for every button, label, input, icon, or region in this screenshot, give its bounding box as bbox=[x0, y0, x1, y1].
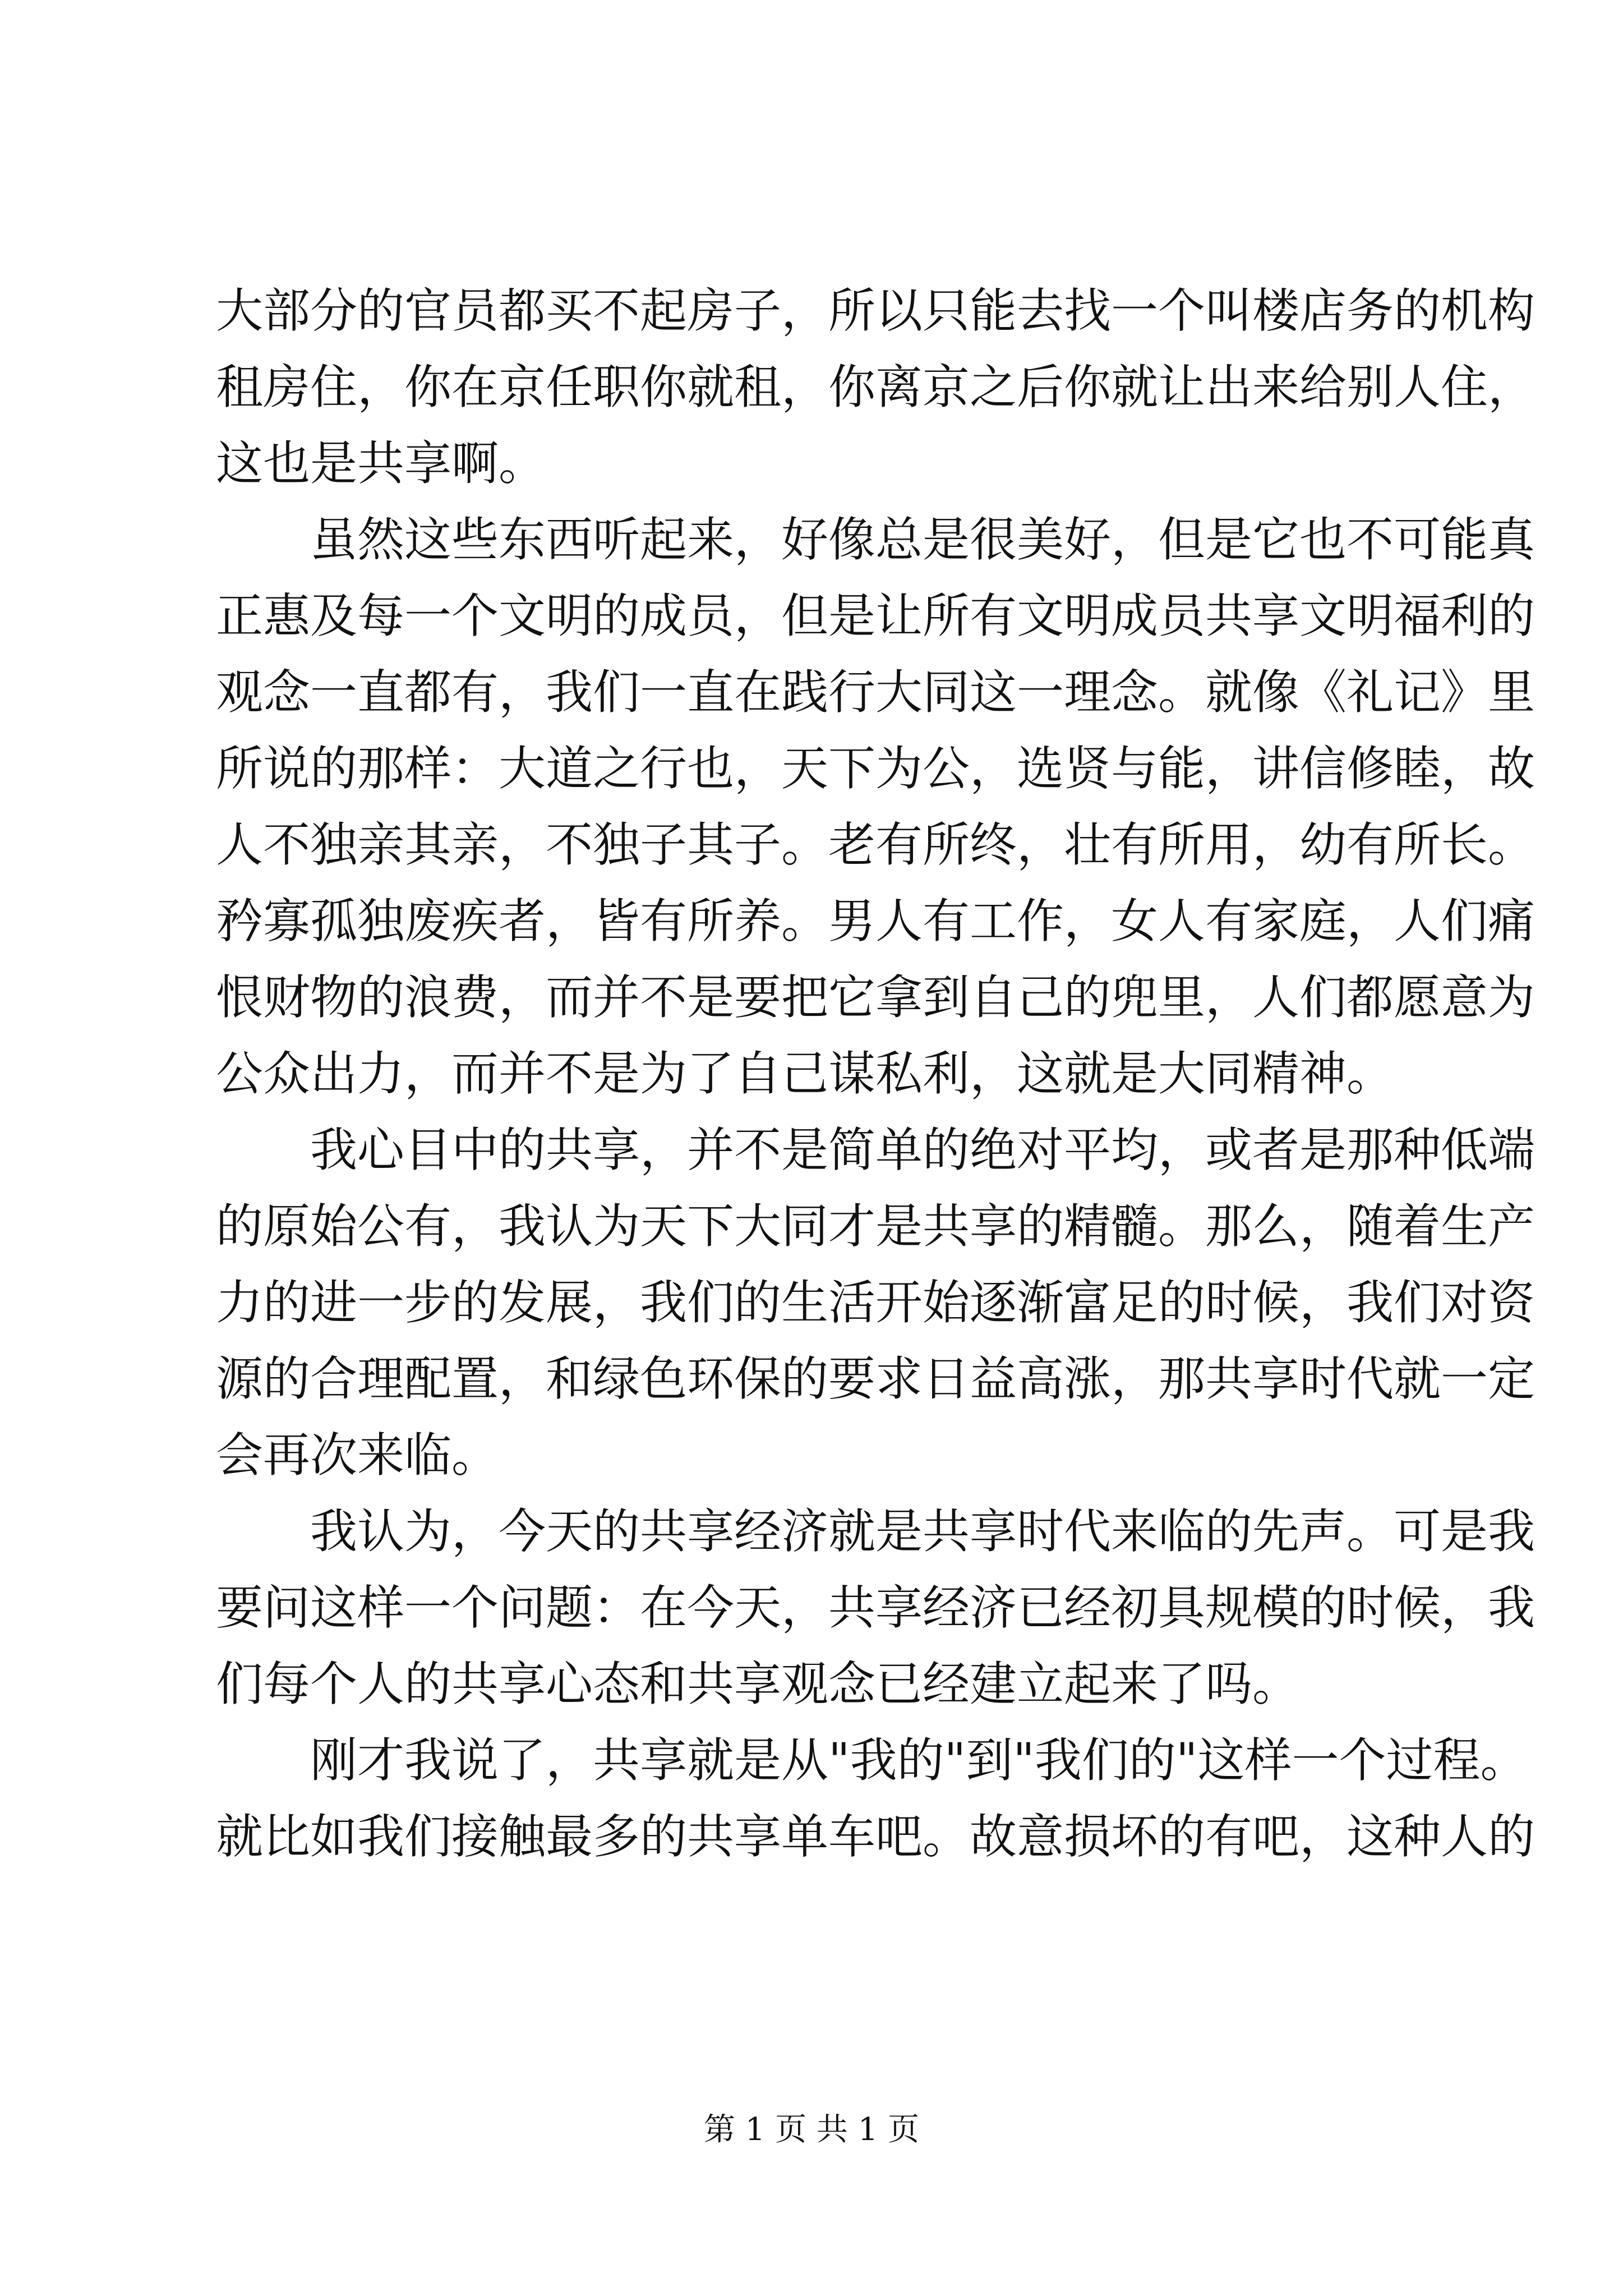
text-line: 虽然这些东西听起来，好像总是很美好，但是它也不可能真 bbox=[310, 512, 1536, 567]
text-line: 我认为，今天的共享经济就是共享时代来临的先声。可是我 bbox=[310, 1504, 1536, 1559]
text-line: 源的合理配置，和绿色环保的要求日益高涨，那共享时代就一定 bbox=[216, 1351, 1536, 1406]
text-line: 会再次来临。 bbox=[216, 1428, 499, 1483]
text-line: 公众出力，而并不是为了自己谋私利，这就是大同精神。 bbox=[216, 1046, 1394, 1101]
text-line: 正惠及每一个文明的成员，但是让所有文明成员共享文明福利的 bbox=[216, 588, 1536, 643]
text-line: 们每个人的共享心态和共享观念已经建立起来了吗。 bbox=[216, 1657, 1300, 1711]
text-line: 力的进一步的发展，我们的生活开始逐渐富足的时候，我们对资 bbox=[216, 1275, 1536, 1330]
text-line: 人不独亲其亲，不独子其子。老有所终，壮有所用，幼有所长。 bbox=[216, 817, 1536, 872]
text-line: 观念一直都有，我们一直在践行大同这一理念。就像《礼记》里 bbox=[216, 665, 1536, 720]
page-footer: 第 1 页 共 1 页 bbox=[703, 2111, 920, 2148]
text-line: 刚才我说了，共享就是从"我的"到"我们的"这样一个过程。 bbox=[310, 1733, 1528, 1788]
text-line: 所说的那样：大道之行也，天下为公，选贤与能，讲信修睦，故 bbox=[216, 741, 1536, 796]
text-line: 要问这样一个问题：在今天，共享经济已经初具规模的时候，我 bbox=[216, 1580, 1536, 1635]
document-body bbox=[216, 279, 1536, 1881]
text-line: 这也是共享啊。 bbox=[216, 436, 546, 491]
text-line: 大部分的官员都买不起房子，所以只能去找一个叫楼店务的机构 bbox=[216, 283, 1536, 338]
text-line: 的原始公有，我认为天下大同才是共享的精髓。那么，随着生产 bbox=[216, 1199, 1536, 1254]
text-line: 就比如我们接触最多的共享单车吧。故意损坏的有吧，这种人的 bbox=[216, 1809, 1536, 1864]
text-line: 矜寡孤独废疾者，皆有所养。男人有工作，女人有家庭，人们痛 bbox=[216, 894, 1536, 949]
text-line: 我心目中的共享，并不是简单的绝对平均，或者是那种低端 bbox=[310, 1122, 1536, 1177]
text-line: 租房住，你在京任职你就租，你离京之后你就让出来给别人住， bbox=[216, 360, 1536, 415]
text-line: 恨财物的浪费，而并不是要把它拿到自己的兜里，人们都愿意为 bbox=[216, 970, 1536, 1025]
